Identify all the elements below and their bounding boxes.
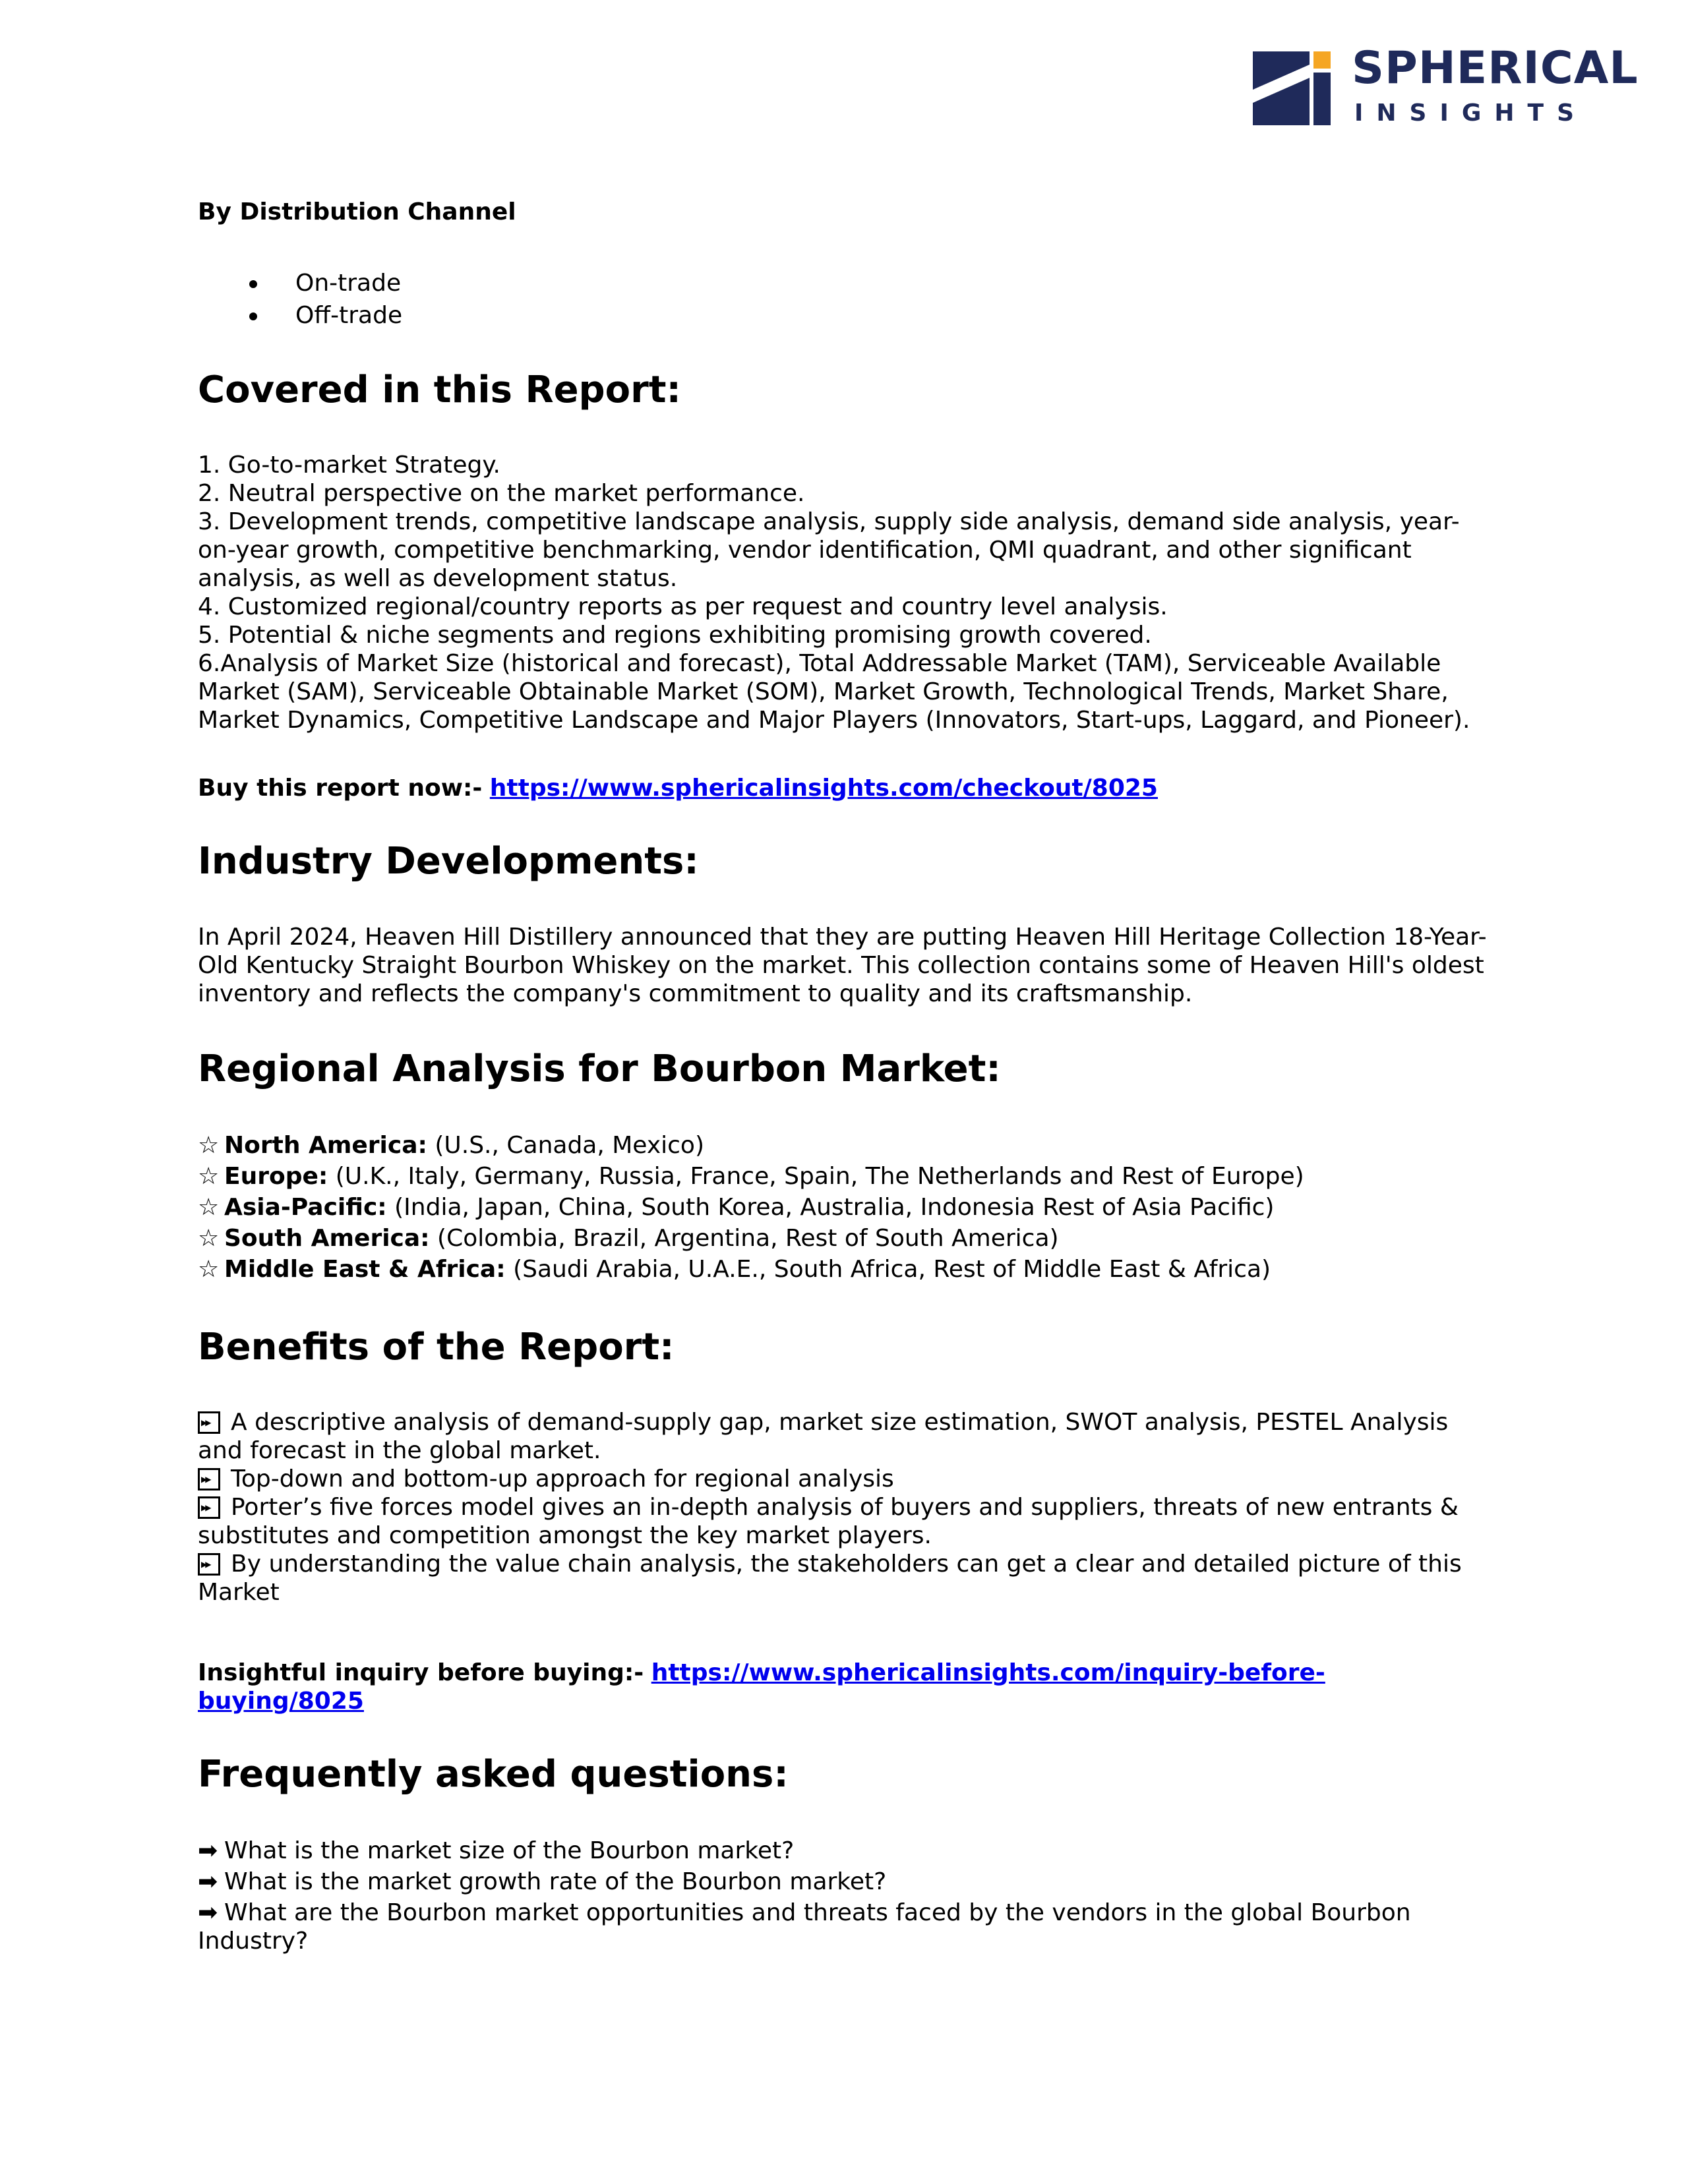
list-item: ☆ North America: (U.S., Canada, Mexico) — [198, 1132, 704, 1159]
checkout-link[interactable]: https://www.sphericalinsights.com/checkout/8025 — [489, 775, 1158, 802]
logo-wordmark-top: SPHERICAL — [1352, 42, 1639, 94]
star-icon: ☆ — [198, 1163, 220, 1190]
covered-heading: Covered in this Report: — [198, 369, 681, 411]
star-icon: ☆ — [198, 1132, 220, 1159]
star-icon: ☆ — [198, 1225, 220, 1252]
list-item: ➡ What are the Bourbon market opportunities and threats faced by the vendors in the global Bourbon Industry? — [198, 1899, 1411, 1955]
covered-list — [198, 451, 1490, 734]
list-item: ☆ Asia-Pacific: (India, Japan, China, South Korea, Australia, Indonesia Rest of Asia Pacific) — [198, 1194, 1275, 1221]
fast-forward-box-icon — [198, 1553, 220, 1576]
buy-line — [198, 774, 1490, 802]
list-item: 1. Go-to-market Strategy. — [198, 452, 500, 479]
list-item: 4. Customized regional/country reports as per request and country level analysis. — [198, 593, 1168, 620]
list-item: ▶▶By understanding the value chain analysis, the stakeholders can get a clear and detailed picture of this Market — [198, 1550, 1490, 1607]
list-item: ▶▶Top-down and bottom-up approach for regional analysis — [198, 1465, 1490, 1493]
industry-heading: Industry Developments: — [198, 840, 699, 883]
faq-heading: Frequently asked questions: — [198, 1753, 789, 1796]
arrow-right-icon: ➡ — [198, 1837, 218, 1864]
list-item: ☆ South America: (Colombia, Brazil, Argentina, Rest of South America) — [198, 1225, 1059, 1252]
list-item: ➡ What is the market growth rate of the Bourbon market? — [198, 1868, 887, 1895]
faq-list — [198, 1837, 1490, 1955]
regional-heading: Regional Analysis for Bourbon Market: — [198, 1048, 1001, 1090]
benefits-heading: Benefits of the Report: — [198, 1326, 675, 1369]
list-item: ☆ Middle East & Africa: (Saudi Arabia, U.A.E., South Africa, Rest of Middle East & Africa) — [198, 1256, 1271, 1283]
star-icon: ☆ — [198, 1256, 220, 1283]
list-item: On-trade — [198, 269, 1490, 301]
industry-paragraph: In April 2024, Heaven Hill Distillery announced that they are putting Heaven Hill Heritage Collection 18-Year-Old Kentucky Straight Bourbon Whiskey on the market. This collection contains some of Heaven Hill's oldest inventory and reflects the company's commitment to quality and its craftsmanship. — [198, 924, 1487, 1007]
industry-text — [198, 923, 1490, 1008]
fast-forward-box-icon — [198, 1411, 220, 1434]
list-item: ➡ What is the market size of the Bourbon market? — [198, 1837, 795, 1864]
inquiry-line — [198, 1659, 1490, 1715]
buy-label: Buy this report now:- — [198, 775, 483, 802]
list-item: 2. Neutral perspective on the market performance. — [198, 480, 805, 507]
list-item: 6.Analysis of Market Size (historical and forecast), Total Addressable Market (TAM), Serviceable Available Market (SAM), Serviceable Obtainable Market (SOM), Market Growth, Technological Trends, Market Share, Market Dynamics, Competitive Landscape and Major Players (Innovators, Start-ups, Laggard, and Pioneer). — [198, 650, 1470, 734]
spherical-insights-logo — [1253, 42, 1639, 127]
list-item: 5. Potential & niche segments and regions exhibiting promising growth covered. — [198, 622, 1152, 649]
fast-forward-box-icon — [198, 1468, 220, 1490]
arrow-right-icon: ➡ — [198, 1899, 218, 1926]
star-icon: ☆ — [198, 1194, 220, 1221]
logo-wordmark-bottom: INSIGHTS — [1354, 100, 1588, 127]
list-item: ☆ Europe: (U.K., Italy, Germany, Russia, France, Spain, The Netherlands and Rest of Europe) — [198, 1163, 1304, 1190]
inquiry-label: Insightful inquiry before buying:- — [198, 1659, 644, 1686]
fast-forward-box-icon — [198, 1496, 220, 1519]
arrow-right-icon: ➡ — [198, 1868, 218, 1895]
list-item: ▶▶Porter’s five forces model gives an in-depth analysis of buyers and suppliers, threats of new entrants & substitutes and competition amongst the key market players. — [198, 1493, 1490, 1550]
inquiry-link[interactable]: https://www.sphericalinsights.com/inquiry-before-buying/8025 — [198, 1659, 1325, 1715]
list-item: Off-trade — [198, 301, 1490, 334]
distribution-list — [198, 269, 1490, 334]
benefits-list — [198, 1408, 1490, 1607]
distribution-heading: By Distribution Channel — [198, 198, 516, 225]
list-item: ▶▶A descriptive analysis of demand-supply gap, market size estimation, SWOT analysis, PESTEL Analysis and forecast in the global market. — [198, 1408, 1490, 1465]
regional-list — [198, 1131, 1490, 1286]
logo-mark-icon — [1253, 51, 1345, 125]
list-item: 3. Development trends, competitive landscape analysis, supply side analysis, demand side analysis, year-on-year growth, competitive benchmarking, vendor identification, QMI quadrant, and other significant analysis, as well as development status. — [198, 508, 1460, 592]
